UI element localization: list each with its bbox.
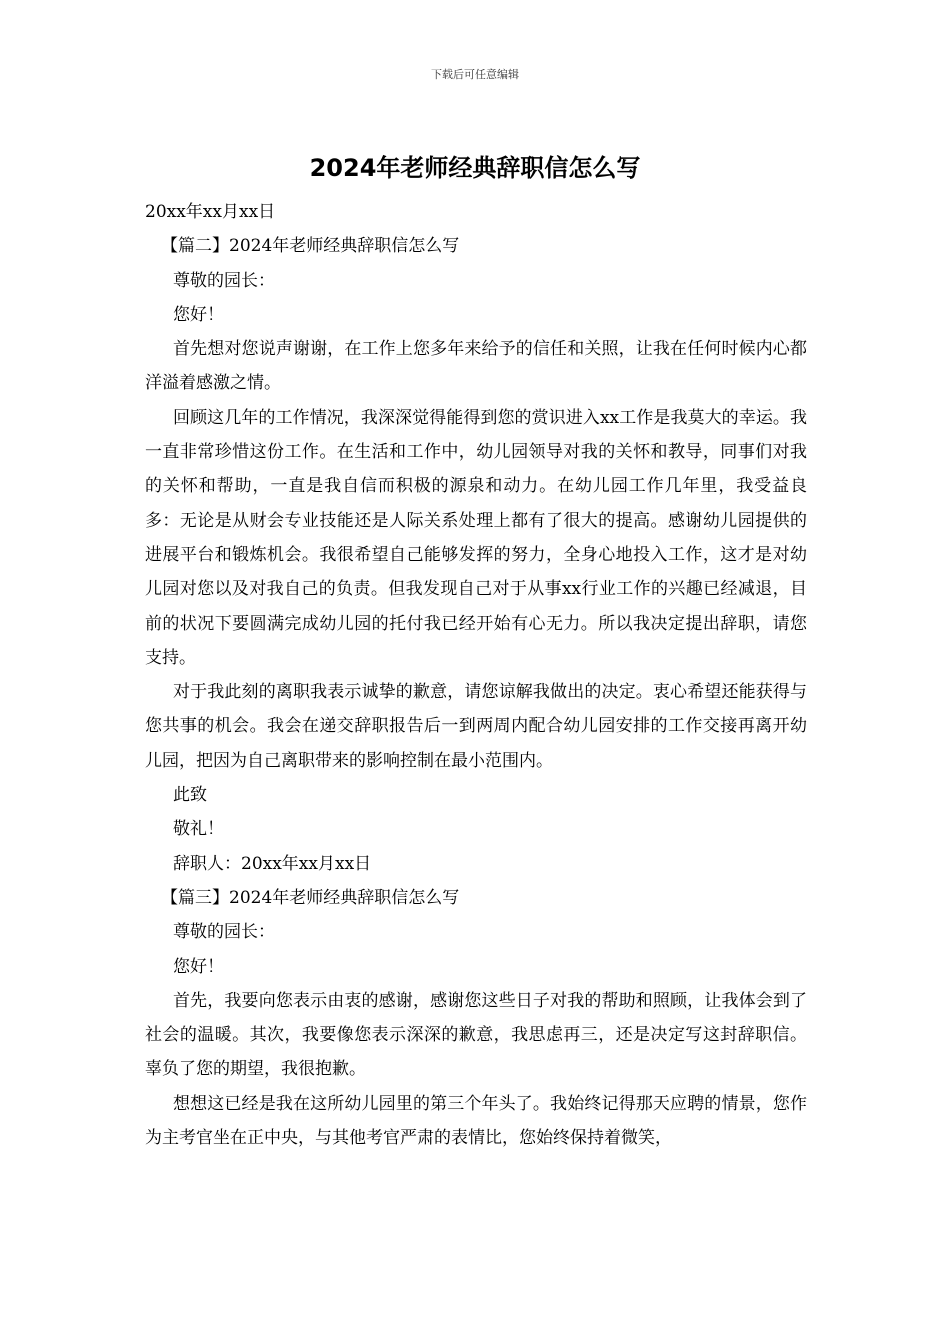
letter2-signature: 辞职人：20xx年xx月xx日 xyxy=(173,853,372,874)
page-header-note: 下载后可任意编辑 xyxy=(431,68,519,81)
date-line: 20xx年xx月xx日 xyxy=(145,202,276,222)
letter2-paragraph: 回顾这几年的工作情况，我深深觉得能得到您的赏识进入xx工作是我莫大的幸运。我一直非常珍惜这份工作。在生活和工作中，幼儿园领导对我的关怀和教导，同事们对我的关怀和帮助，一直是我自信而积极的源泉和动力。在幼儿园工作几年里，我受益良多：无论是从财会专业技能还是人际关系处理上都有了很大的提高。感谢幼儿园提供的进展平台和锻炼机会。我很希望自己能够发挥的努力，全身心地投入工作，这才是对幼儿园对您以及对我自己的负责。但我发现自己对于从事xx行业工作的兴趣已经减退，目前的状况下要圆满完成幼儿园的托付我已经开始有心无力。所以我决定提出辞职，请您支持。 xyxy=(145,407,807,668)
letter3-heading: 【篇三】2024年老师经典辞职信怎么写 xyxy=(161,887,460,908)
document-body xyxy=(145,195,807,1155)
letter2-salutation: 尊敬的园长： xyxy=(173,270,275,291)
letter3-paragraph: 首先，我要向您表示由衷的感谢，感谢您这些日子对我的帮助和照顾，让我体会到了社会的温暖。其次，我要像您表示深深的歉意，我思虑再三，还是决定写这封辞职信。辜负了您的期望，我很抱歉。 xyxy=(145,990,807,1080)
letter2-greeting: 您好！ xyxy=(173,304,224,325)
letter2-closing: 此致 xyxy=(173,785,207,806)
letter2-paragraph: 对于我此刻的离职我表示诚挚的歉意，请您谅解我做出的决定。衷心希望还能获得与您共事的机会。我会在递交辞职报告后一到两周内配合幼儿园安排的工作交接再离开幼儿园，把因为自己离职带来的影响控制在最小范围内。 xyxy=(145,682,807,771)
letter2-regards: 敬礼！ xyxy=(173,819,224,840)
letter2-paragraph: 首先想对您说声谢谢，在工作上您多年来给予的信任和关照，让我在任何时候内心都洋溢着感激之情。 xyxy=(145,339,807,394)
letter2-heading: 【篇二】2024年老师经典辞职信怎么写 xyxy=(161,236,460,257)
letter3-salutation: 尊敬的园长： xyxy=(173,922,275,943)
letter3-greeting: 您好！ xyxy=(173,956,224,977)
document-title: 2024年老师经典辞职信怎么写 xyxy=(309,154,641,182)
letter3-paragraph: 想想这已经是我在这所幼儿园里的第三个年头了。我始终记得那天应聘的情景，您作为主考官坐在正中央，与其他考官严肃的表情比，您始终保持着微笑， xyxy=(145,1093,807,1149)
